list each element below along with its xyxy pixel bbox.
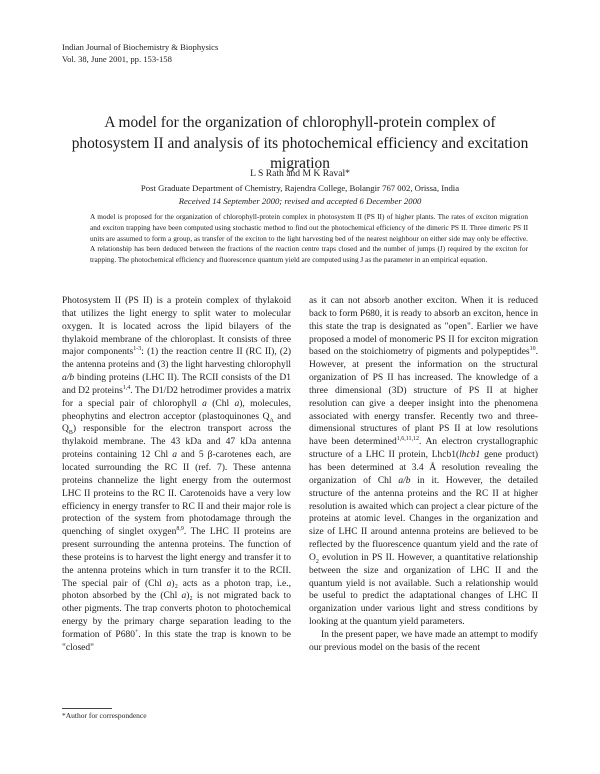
footnote: *Author for correspondence <box>62 711 147 720</box>
subscript: 2 <box>315 558 319 565</box>
citation: 10 <box>529 346 536 353</box>
citation: 1,4 <box>122 384 131 391</box>
text-run: )₂ is not migrated back to other pigments. The trap converts photon to photochemical energy by the primary charge separation leading to the formation of P680 <box>62 591 291 640</box>
citation: 8,9 <box>176 526 184 533</box>
text-run: as it can not absorb another exciton. When it is reduced back to form P680, it is ready to absorb an exciton, hence in this state the trap is designated as "open". Earlier we have proposed a model of monomeric PS II for exciton migration based on the stoichiometry of pigments and polypeptides <box>309 296 538 358</box>
italic-run: a/b <box>398 475 411 486</box>
text-run: gene product) has been determined at 3.4 Å resolution revealing the organization of Chl <box>309 450 538 486</box>
text-run: . The D1/D2 hetrodimer provides a matrix for a special pair of chlorophyll <box>62 385 291 409</box>
received-dates: Received 14 September 2000; revised and accepted 6 December 2000 <box>178 196 422 206</box>
journal-header <box>62 41 218 65</box>
paragraph: In the present paper, we have made an attempt to modify our previous model on the basis of the recent <box>309 629 538 653</box>
paragraph <box>309 295 538 629</box>
text-run: (Chl <box>206 398 235 409</box>
italic-run: lhcb1 <box>459 450 481 461</box>
text-run: evolution in PS II. However, a quantitative relationship between the size and organization of LHC II and the quantum yield is not available. Such a relationship would be useful to predict the adaptational changes of LHC II organization under various light and stress conditions by looking at the quantum yield parameters. <box>309 552 538 628</box>
italic-run: a/b <box>62 373 75 384</box>
italic-run: a <box>202 398 207 409</box>
paragraph <box>62 295 291 655</box>
citation: 1,6,11,12 <box>396 436 420 443</box>
citation: 1-3 <box>133 346 142 353</box>
text-run: . However, at present the information on the structural organization of PS II has increased. The knowledge of a three dimensional (3D) structure of PS II at higher resolution can give a deeper insight into the phenomena associated with energy transfer. Recently two and three-dimensional structures of plant PS II at low resolutions have been determined <box>309 347 538 448</box>
journal-name: Indian Journal of Biochemistry & Biophysics <box>62 42 219 52</box>
text-run: )₂ acts as a photon trap, i.e., photon absorbed by the (Chl <box>62 578 292 602</box>
body-column-right <box>309 295 538 655</box>
text-run: in it. However, the detailed structure of the antenna proteins and the RC II at higher resolution is awaited which can project a clear picture of the proteins at atomic level. Changes in the organization and size of LHC II around antenna proteins are believed to be reflected by the fluorescence quantum yield and the rate of O <box>309 475 538 563</box>
text-run: Photosystem II (PS II) is a protein complex of thylakoid that utilizes the light energy to split water to molecular oxygen. It is located across the lipid bilayers of the thylakoid membrane of the chloroplast. It consists of three major components <box>62 296 291 358</box>
footnote-divider <box>62 708 112 709</box>
author-list: L S Rath and M K Raval* <box>250 168 350 179</box>
italic-run: a <box>181 591 187 602</box>
text-run: : (1) the reaction centre II (RC II), (2) the antenna proteins and (3) the light harvesting chlorophyll <box>62 347 291 371</box>
text-run: ) responsible for the electron transport across the thylakoid membrane. The 43 kDa and 47 kDa antenna proteins containing 12 Chl <box>62 424 291 461</box>
affiliation: Post Graduate Department of Chemistry, Rajendra College, Bolangir 767 002, Orissa, India <box>140 183 460 193</box>
italic-run: a <box>234 398 240 409</box>
text-run: and Q <box>62 411 291 435</box>
subscript: B <box>68 430 73 437</box>
journal-volume: Vol. 38, June 2001, pp. 153-158 <box>62 54 172 64</box>
text-run: ), molecules, pheophytins and electron acceptor (plastoquinones Q <box>62 398 291 422</box>
superscript: + <box>134 628 139 635</box>
abstract: A model is proposed for the organization of chlorophyll-protein complex in photosystem II (PS II) of higher plants. The rates of exciton migration and exciton trapping have been computed using stochastic method to find out the photochemical efficiency of the dimeric PS II. Three dimeric PS II units are assumed to form a group, as transfer of the exciton to the light harvesting bed of the nearest neighbour on either side may only be effective. A relationship has been deduced between the fractions of the reaction centre traps closed and the number of jumps (J) required by the exciton for trapping. The photochemical efficiency and fluorescence quantum yield are computed using J as the parameter in an empirical equation. <box>90 212 528 265</box>
text-run: binding proteins (LHC II). The RCII consists of the D1 and D2 proteins <box>62 373 291 396</box>
italic-run: a <box>172 450 177 461</box>
text-run: . The LHC II proteins are present surrounding the antenna proteins. The function of these proteins is to harvest the light energy and transfer it to the antenna proteins which in turn transfer it to the RCII. The special pair of (Chl <box>62 527 291 589</box>
subscript: A <box>269 417 274 424</box>
body-column-left <box>62 295 291 655</box>
italic-run: a <box>166 578 172 589</box>
text-run: . An electron crystallographic structure of a LHC II protein, Lhcb1( <box>309 437 538 461</box>
text-run: . In this state the trap is known to be "closed" <box>62 629 291 653</box>
text-run: and 5 β-carotenes each, are located surrounding the RC II (ref. 7). These antenna proteins channelize the light energy from the outermost LHC II proteins to the RC II. Carotenoids have a very low efficiency in energy transfer to RC II and their major role is protection of the system from photodamage through the quenching of singlet oxygen <box>62 450 292 538</box>
paper-title: A model for the organization of chlorophyll-protein complex of photosystem II and analysis of its photochemical efficiency and excitation migration <box>71 114 529 172</box>
